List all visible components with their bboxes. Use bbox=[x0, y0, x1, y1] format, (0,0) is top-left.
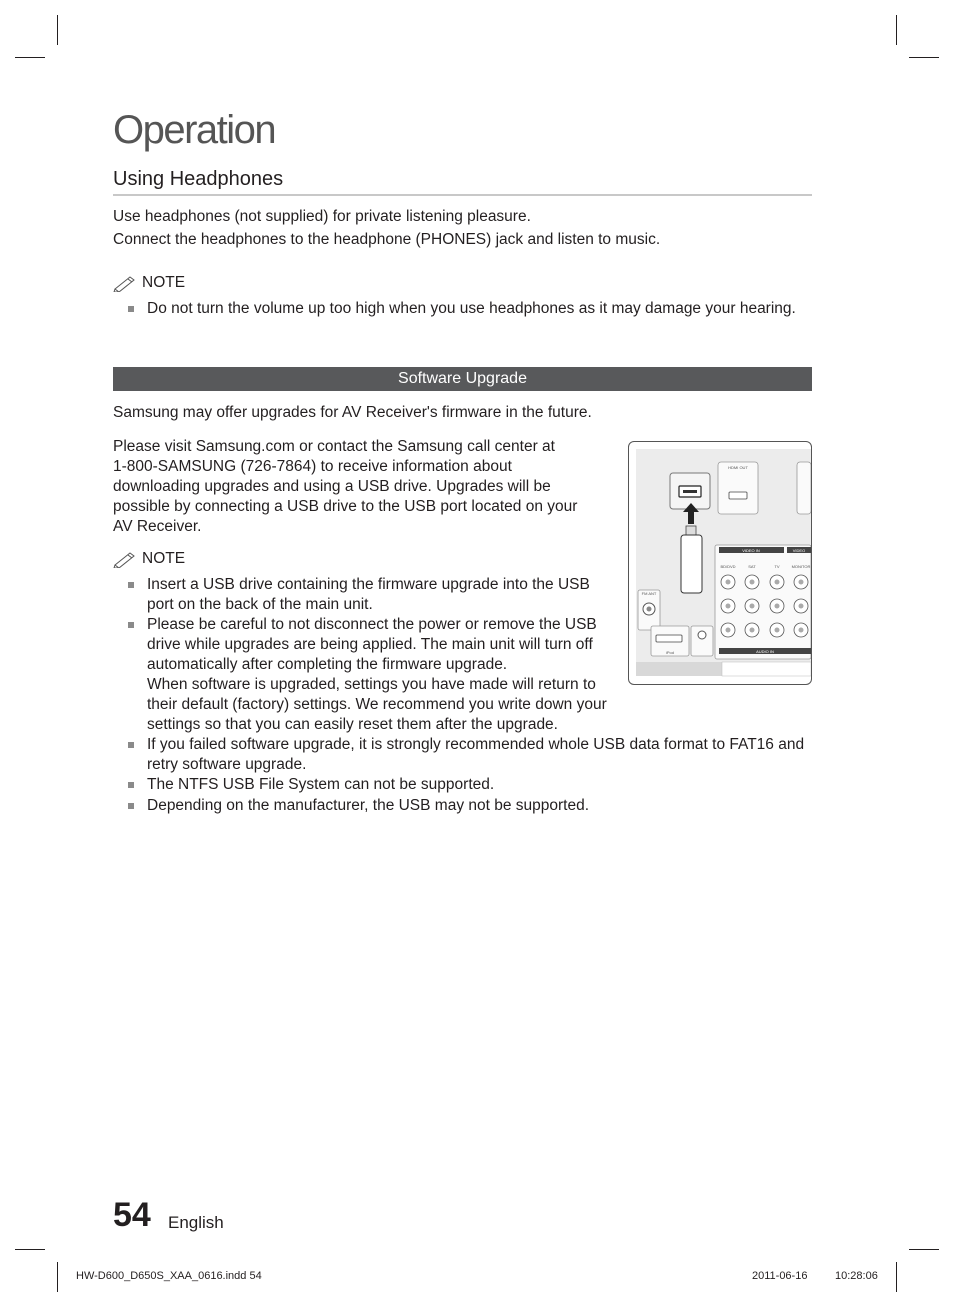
upgrade-para-2: Please visit Samsung.com or contact the Samsung call center at 1-800-SAMSUNG (726-7864) to receive information about downloading upgrades and using a USB drive. Upgrades will be possible by connecting a USB drive to the USB port located on your AV Receiver. bbox=[113, 438, 578, 535]
headphones-para-1: Use headphones (not supplied) for private listening pleasure. bbox=[113, 208, 531, 225]
crop-mark bbox=[909, 57, 939, 58]
crop-mark bbox=[57, 15, 58, 45]
monitor-label: MONITOR bbox=[791, 564, 811, 569]
bullet-square bbox=[128, 803, 134, 809]
upgrade-note-heading bbox=[113, 550, 185, 568]
usb-port-illustration bbox=[628, 441, 812, 685]
page-language: English bbox=[168, 1213, 224, 1232]
crop-mark bbox=[896, 15, 897, 45]
tv-label: TV bbox=[774, 564, 780, 569]
video-in-label: VIDEO IN bbox=[742, 548, 760, 553]
bullet-square bbox=[128, 782, 134, 788]
bullet-square bbox=[128, 582, 134, 588]
sat-label: SAT bbox=[748, 564, 756, 569]
list-item: The NTFS USB File System can not be supported. bbox=[113, 775, 833, 795]
headphones-heading: Using Headphones bbox=[113, 168, 812, 196]
bullet-square bbox=[128, 742, 134, 748]
hdmi-out-label: HDMI OUT bbox=[728, 465, 748, 470]
headphones-note-list bbox=[113, 299, 812, 319]
list-item: Do not turn the volume up too high when you use headphones as it may damage your hearing. bbox=[113, 299, 812, 319]
footer-date: 2011-06-16 bbox=[752, 1270, 808, 1282]
bullet-square bbox=[128, 622, 134, 628]
crop-mark bbox=[896, 1262, 897, 1292]
crop-mark bbox=[57, 1262, 58, 1292]
pencil-note-icon bbox=[113, 550, 139, 568]
upgrade-para-1: Samsung may offer upgrades for AV Receiver's firmware in the future. bbox=[113, 404, 592, 421]
crop-mark bbox=[15, 57, 45, 58]
crop-mark bbox=[15, 1249, 45, 1250]
note-label: NOTE bbox=[142, 550, 186, 567]
footer-time: 10:28:06 bbox=[835, 1270, 878, 1282]
note-label: NOTE bbox=[142, 274, 186, 291]
page-number: 54 bbox=[113, 1196, 151, 1234]
headphones-note-heading bbox=[113, 274, 185, 292]
audio-in-label: AUDIO IN bbox=[756, 649, 774, 654]
headphones-para-2: Connect the headphones to the headphone (PHONES) jack and listen to music. bbox=[113, 231, 661, 248]
fm-ant-label: FM ANT bbox=[641, 591, 657, 596]
ipod-label: iPod bbox=[665, 650, 675, 655]
software-upgrade-bar: Software Upgrade bbox=[113, 367, 812, 391]
list-item: Depending on the manufacturer, the USB may not be supported. bbox=[113, 796, 833, 816]
rear-panel-drawing bbox=[629, 442, 811, 684]
list-item: Insert a USB drive containing the firmware upgrade into the USB port on the back of the main unit. bbox=[113, 575, 833, 615]
section-title: Operation bbox=[113, 108, 276, 152]
footer-filename: HW-D600_D650S_XAA_0616.indd 54 bbox=[76, 1270, 262, 1282]
list-item: If you failed software upgrade, it is strongly recommended whole USB data format to FAT16 and retry software upgrade. bbox=[113, 735, 833, 775]
video-out-label: VIDEO bbox=[792, 548, 806, 553]
bullet-square bbox=[128, 306, 134, 312]
bd-dvd-label: BD/DVD bbox=[720, 564, 736, 569]
list-item: Please be careful to not disconnect the power or remove the USB drive while upgrades are being applied. The main unit will turn off automatically after completing the firmware upgrade. When software is upgraded, settings you have made will return to their default (factory) settings. We recommend you write down your settings so that you can easily reset them after the upgrade. bbox=[113, 615, 833, 735]
crop-mark bbox=[909, 1249, 939, 1250]
pencil-note-icon bbox=[113, 274, 139, 292]
